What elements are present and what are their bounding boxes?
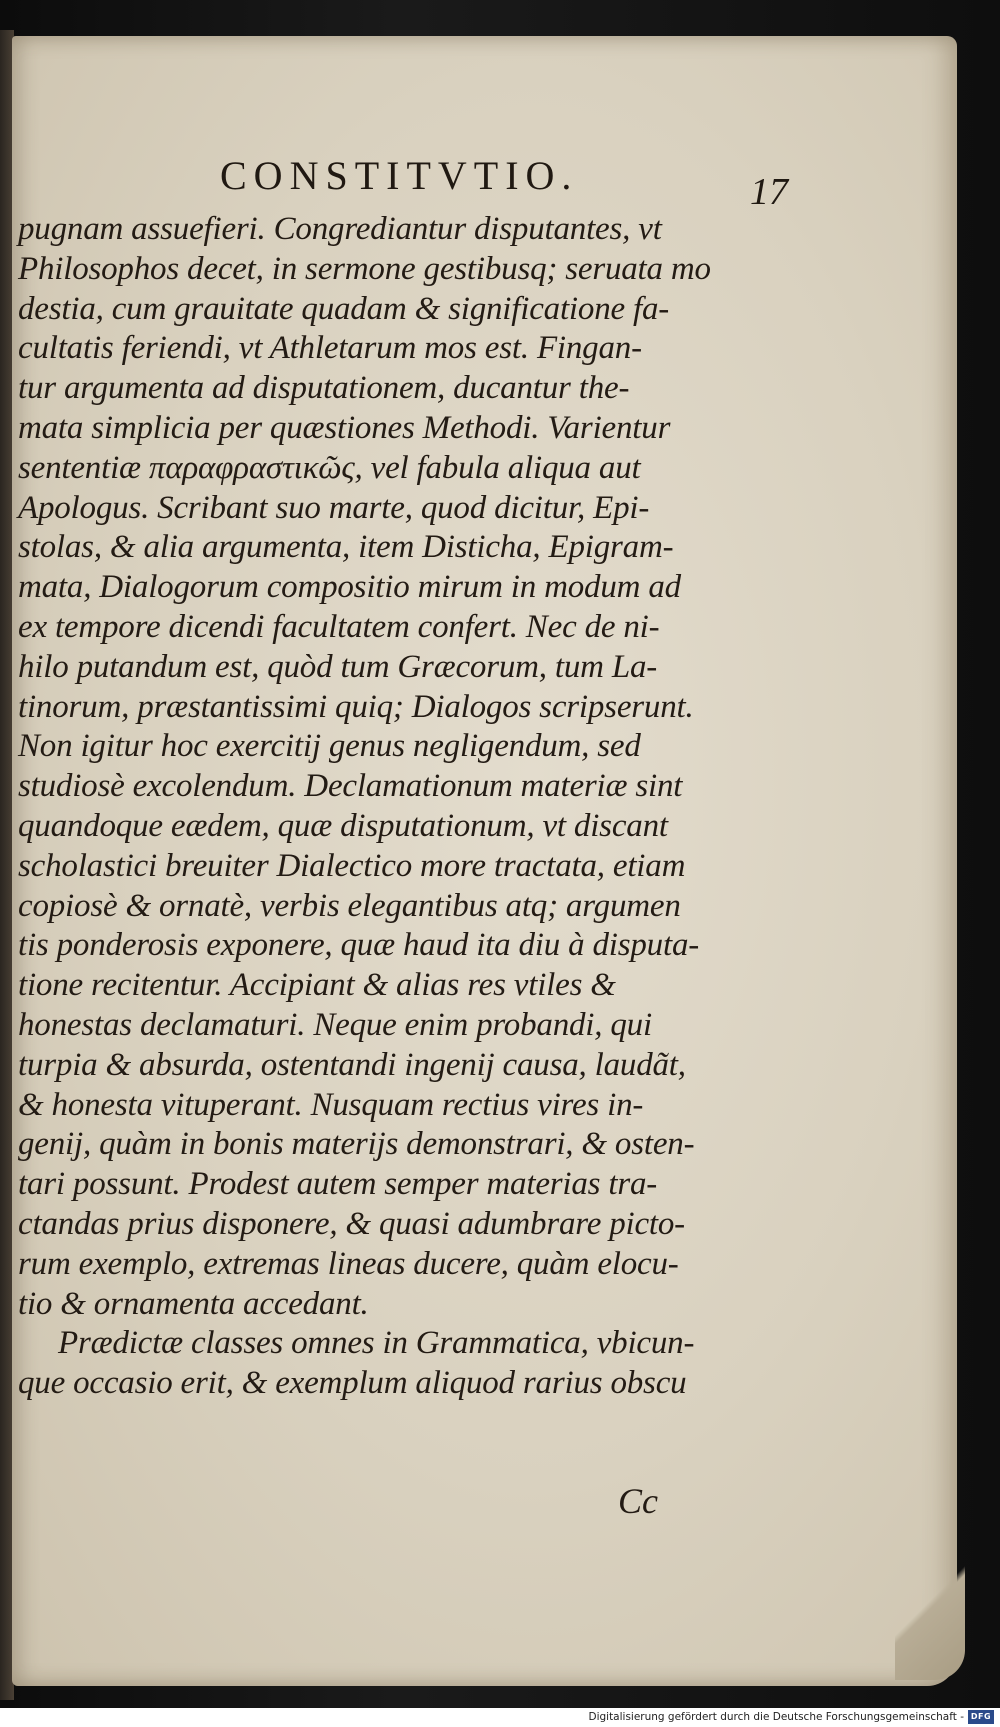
dfg-logo: DFG: [968, 1710, 994, 1724]
text-line: sententiæ παραφραστικῶς, vel fabula aliqua aut: [18, 449, 641, 486]
text-line: tione recitentur. Accipiant & alias res vtiles &: [18, 967, 616, 1004]
text-line: destia, cum grauitate quadam & significatione fa-: [18, 290, 670, 327]
body-text: [18, 210, 798, 1404]
paragraph-start-line: Prædictæ classes omnes in Grammatica, vbicun-: [58, 1325, 695, 1362]
text-line: rum exemplo, extremas lineas ducere, quàm elocu-: [18, 1245, 679, 1282]
page-corner-curl: [895, 1530, 965, 1680]
text-line: ctandas prius disponere, & quasi adumbrare picto-: [18, 1205, 685, 1242]
text-line: tinorum, præstantissimi quiq; Dialogos scripserunt.: [18, 688, 694, 725]
text-line: Philosophos decet, in sermone gestibusq; seruata mo: [18, 250, 711, 287]
page-number: 17: [750, 171, 788, 213]
text-line: tari possunt. Prodest autem semper materias tra-: [18, 1166, 658, 1203]
text-line: honestas declamaturi. Neque enim probandi, qui: [18, 1006, 652, 1043]
text-line: turpia & absurda, ostentandi ingenij causa, laudãt,: [18, 1046, 686, 1083]
signature-mark: Cc: [618, 1481, 658, 1521]
text-line: & honesta vituperant. Nusquam rectius vires in-: [18, 1086, 644, 1123]
text-line: copiosè & ornatè, verbis elegantibus atq; argumen: [18, 887, 681, 924]
text-line: pugnam assuefieri. Congrediantur disputantes, vt: [18, 211, 662, 247]
text-line: tio & ornamenta accedant.: [18, 1285, 369, 1322]
text-line: cultatis feriendi, vt Athletarum mos est. Fingan-: [18, 330, 642, 367]
digitization-credit: Digitalisierung gefördert durch die Deutsche Forschungsgemeinschaft -: [588, 1711, 964, 1723]
text-line: mata simplicia per quæstiones Methodi. Varientur: [18, 409, 671, 446]
text-line: stolas, & alia argumenta, item Disticha, Epigram-: [18, 529, 674, 566]
text-line: studiosè excolendum. Declamationum materiæ sint: [18, 768, 683, 805]
text-line: Non igitur hoc exercitij genus negligendum, sed: [18, 728, 641, 765]
text-line: quandoque eædem, quæ disputationum, vt discant: [18, 807, 668, 844]
text-line: que occasio erit, & exemplum aliquod rarius obscu: [18, 1365, 687, 1402]
text-line: scholastici breuiter Dialectico more tractata, etiam: [18, 847, 686, 884]
text-line: ex tempore dicendi facultatem confert. Nec de ni-: [18, 608, 660, 645]
running-head: CONSTITVTIO.: [220, 153, 579, 198]
text-line: Apologus. Scribant suo marte, quod dicitur, Epi-: [18, 489, 650, 526]
text-line: hilo putandum est, quòd tum Græcorum, tum La-: [18, 648, 658, 685]
text-line: mata, Dialogorum compositio mirum in modum ad: [18, 569, 681, 606]
text-line: tis ponderosis exponere, quæ haud ita diu à disputa-: [18, 927, 700, 964]
text-line: tur argumenta ad disputationem, ducantur the-: [18, 370, 630, 407]
text-line: genij, quàm in bonis materijs demonstrari, & osten-: [18, 1126, 695, 1163]
